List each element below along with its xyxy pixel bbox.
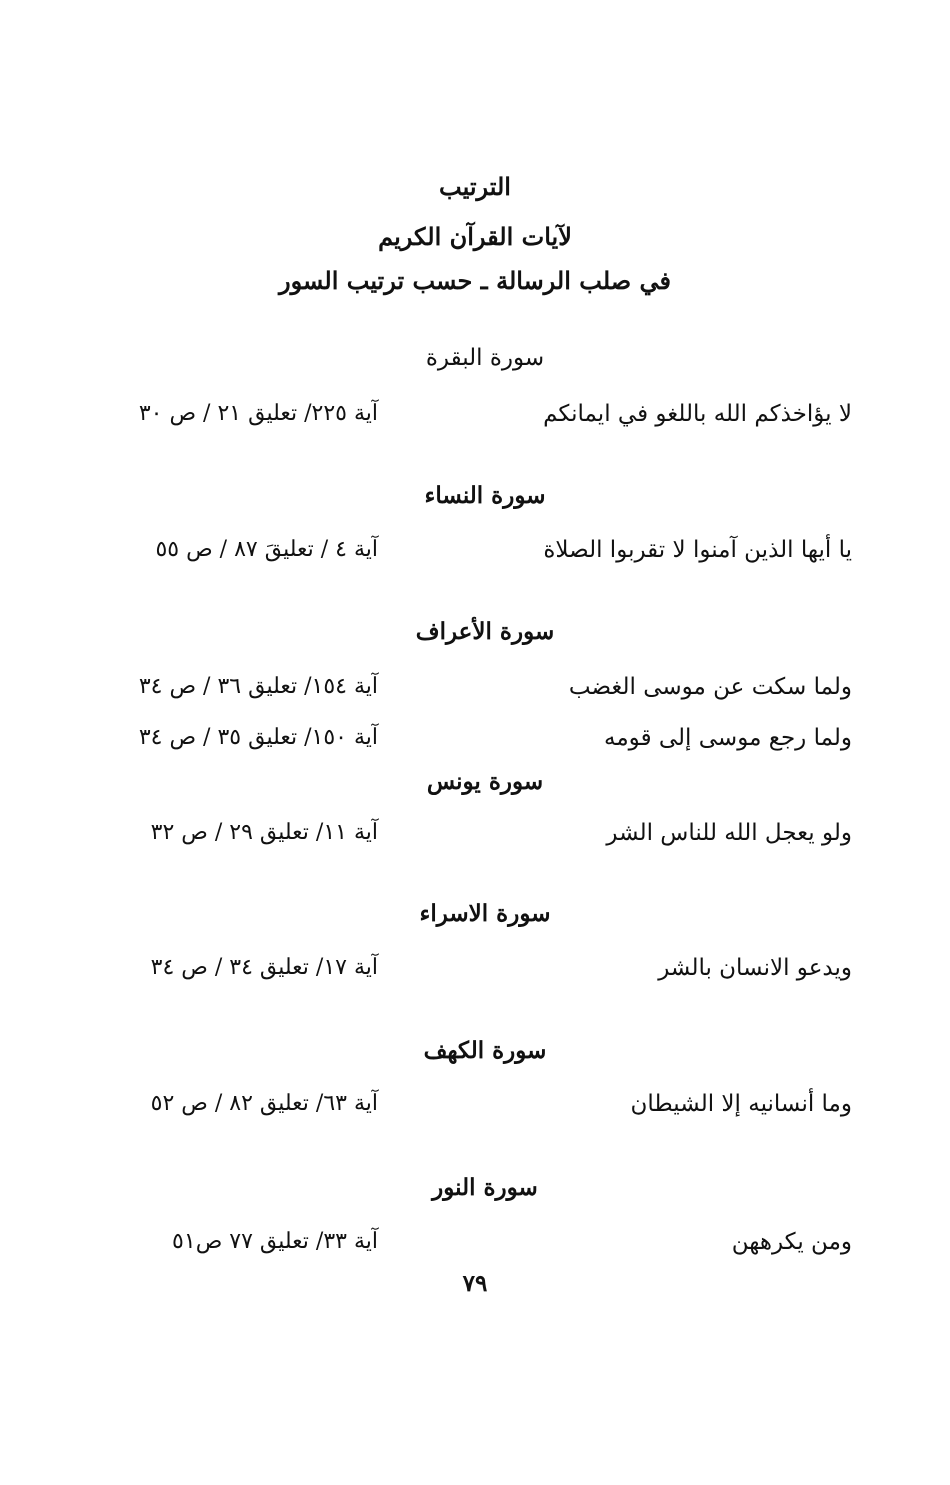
verse-reference: آية ١٥٤/ تعليق ٣٦ / ص ٣٤: [138, 674, 378, 699]
surah-heading: سورة البقرة: [425, 345, 545, 371]
verse-text: ولو يعجل الله للناس الشر: [606, 820, 852, 846]
surah-heading: سورة الاسراء: [419, 900, 551, 927]
verse-reference: آية ١١/ تعليق ٢٩ / ص ٣٢: [150, 820, 378, 845]
surah-heading: سورة يونس: [426, 768, 544, 795]
verse-entry: [100, 720, 852, 756]
surah-heading: سورة النساء: [424, 482, 546, 509]
verse-text: ومن يكرههن: [731, 1229, 852, 1255]
verse-entry: [100, 669, 852, 705]
verse-entry: [100, 532, 852, 568]
verse-entry: [100, 950, 852, 986]
verse-reference: آية ٤ / تعليقَ ٨٧ / ص ٥٥: [155, 537, 378, 562]
verse-entry: [100, 396, 852, 432]
index-subtitle: لآيات القرآن الكريم: [378, 222, 572, 251]
surah-heading: سورة الكهف: [423, 1037, 547, 1064]
index-title: الترتيب: [439, 172, 511, 201]
verse-reference: آية ١٥٠/ تعليق ٣٥ / ص ٣٤: [138, 725, 378, 750]
verse-reference: آية ٢٢٥/ تعليق ٢١ / ص ٣٠: [138, 401, 378, 426]
verse-text: وما أنسانيه إلا الشيطان: [630, 1091, 852, 1117]
verse-entry: [100, 1224, 852, 1260]
verse-text: ولما سكت عن موسى الغضب: [568, 674, 852, 700]
verse-text: لا يؤاخذكم الله باللغو في ايمانكم: [543, 401, 852, 427]
verse-text: يا أيها الذين آمنوا لا تقربوا الصلاة: [543, 537, 852, 563]
verse-entry: [100, 1086, 852, 1122]
surah-heading: سورة الأعراف: [415, 618, 555, 645]
verse-text: ويدعو الانسان بالشر: [658, 955, 852, 981]
verse-reference: آية ٣٣/ تعليق ٧٧ ص٥١: [172, 1229, 378, 1254]
verse-reference: آية ١٧/ تعليق ٣٤ / ص ٣٤: [150, 955, 378, 980]
surah-heading: سورة النور: [432, 1174, 538, 1201]
page-number: ٧٩: [462, 1270, 488, 1297]
verse-text: ولما رجع موسى إلى قومه: [604, 725, 852, 751]
index-subtitle-2: في صلب الرسالة ـ حسب ترتيب السور: [279, 266, 671, 295]
verse-entry: [100, 815, 852, 851]
verse-reference: آية ٦٣/ تعليق ٨٢ / ص ٥٢: [150, 1091, 378, 1116]
